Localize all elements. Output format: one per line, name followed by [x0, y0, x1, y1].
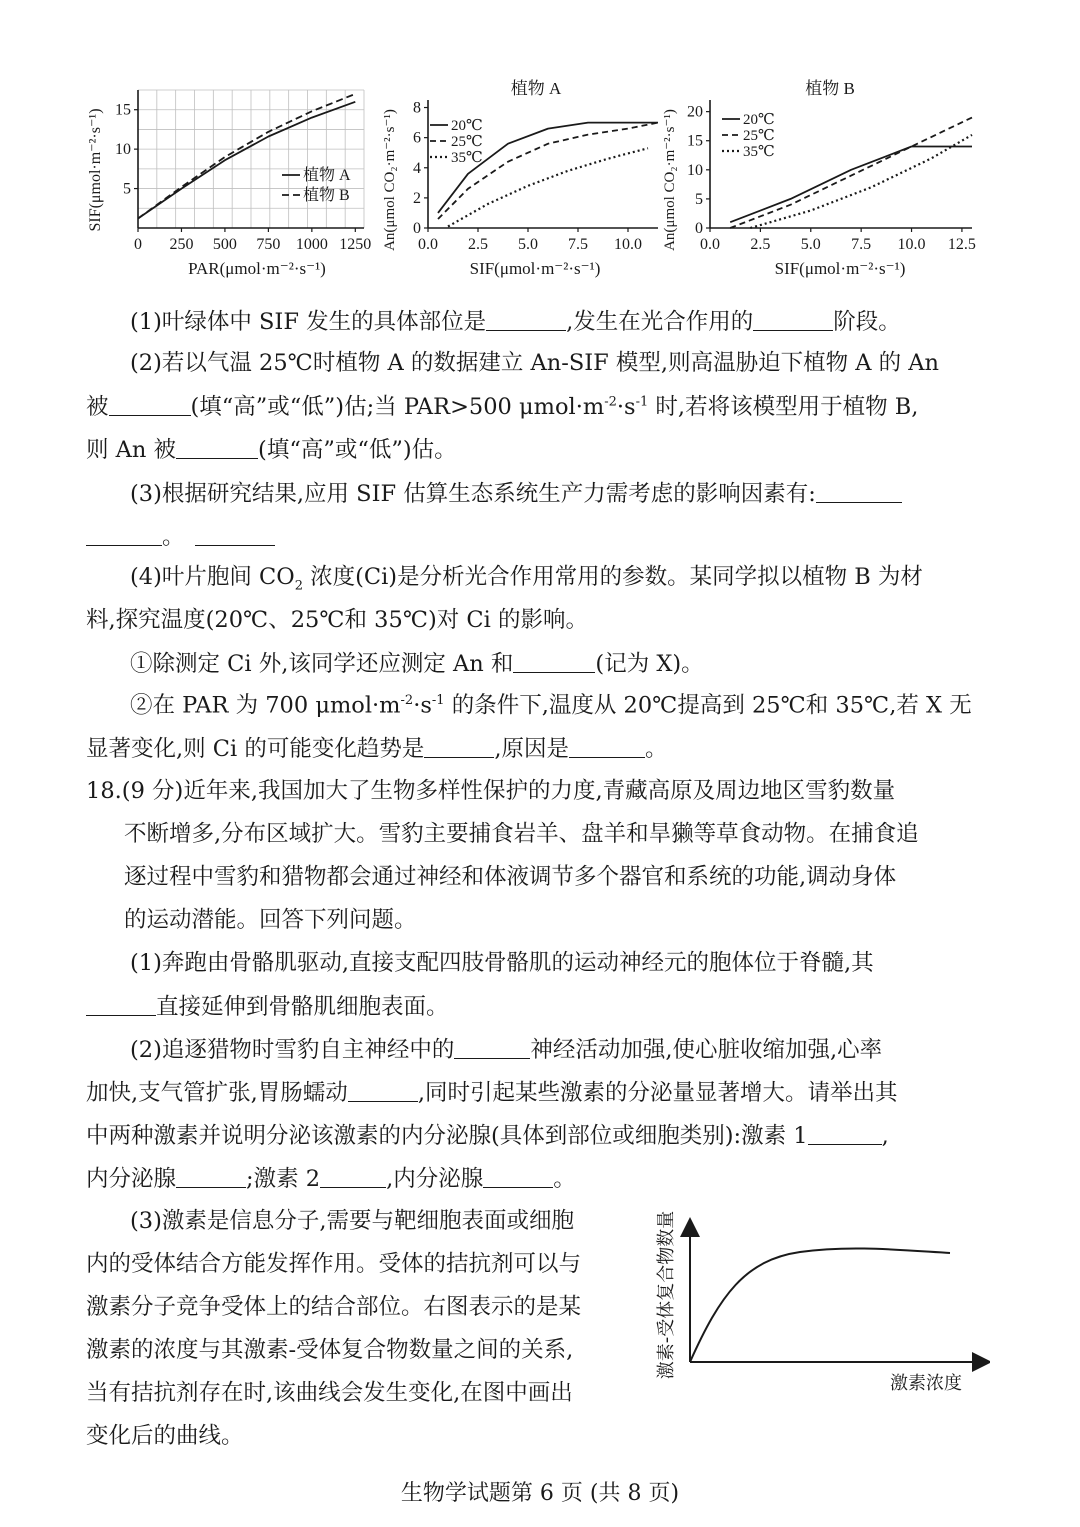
q18-part2-line1	[130, 1038, 1030, 1062]
x-tick-label: 0	[134, 236, 142, 253]
chart3-xlabel: SIF(μmol·m⁻²·s⁻¹)	[774, 259, 906, 278]
q18-stem-line2	[124, 823, 1024, 846]
answer-blank[interactable]	[195, 525, 275, 546]
q18-3-text-f: 变化后的曲线。	[86, 1423, 244, 1449]
q18-stem-text-b: 不断增多,分布区域扩大。雪豹主要捕食岩羊、盘羊和旱獭等草食动物。在捕食追	[124, 821, 919, 847]
q18-stem-text-c: 逐过程中雪豹和猎物都会通过神经和体液调节多个器官和系统的功能,调动身体	[124, 864, 897, 890]
x-tick-label: 10.0	[897, 236, 926, 253]
q17-4-text-c: 料,探究温度(20℃、25℃和 35℃)对 Ci 的影响。	[86, 607, 588, 633]
x-tick-label: 2.5	[468, 236, 488, 253]
q17-2-text-f: 则 An 被	[86, 437, 177, 463]
y-tick-label: 10	[687, 161, 703, 179]
q17-part1	[130, 310, 1030, 334]
q18-2-text-d: ,同时引起某些激素的分泌量显著增大。请举出其	[417, 1080, 898, 1106]
q17-part3-line1	[130, 482, 1030, 506]
answer-blank[interactable]	[176, 1167, 246, 1188]
y-tick-label: 2	[413, 189, 421, 207]
q17-4-2-text-a: ②在 PAR 为 700 μmol·m	[130, 692, 401, 719]
answer-blank[interactable]	[348, 1081, 418, 1102]
x-tick-label: 5.0	[800, 236, 821, 253]
chart-sif-par	[84, 70, 376, 280]
chart3-ylabel: An(μmol CO₂·m⁻²·s⁻¹)	[662, 109, 678, 251]
q18-part2-line3	[86, 1124, 986, 1148]
q18-stem-line3	[124, 866, 1024, 889]
q17-1-text-b: ,发生在光合作用的	[566, 309, 754, 335]
legend-label: 植物 B	[303, 187, 350, 204]
x-tick-label: 1250	[339, 236, 372, 253]
q18-2-text-j: 。	[553, 1166, 576, 1192]
q18-part2-line4	[86, 1167, 986, 1191]
q18-stem-line1	[86, 780, 986, 803]
q18-part1-line2	[86, 995, 986, 1019]
answer-blank[interactable]	[86, 525, 162, 546]
y-tick-label: 15	[115, 101, 131, 119]
q17-part4-line1	[130, 566, 1030, 593]
chart3-title: 植物 B	[805, 79, 855, 98]
q18-2-text-g: 内分泌腺	[86, 1166, 177, 1192]
y-tick-label: 15	[687, 132, 703, 150]
q18-2-text-h: ;激素 2	[246, 1166, 321, 1192]
series-line	[750, 135, 972, 228]
answer-blank[interactable]	[753, 310, 833, 331]
q18-3-text-c: 激素分子竞争受体上的结合部位。右图表示的是某	[86, 1294, 582, 1320]
answer-blank[interactable]	[86, 995, 156, 1016]
q18-2-text-c: 加快,支气管扩张,胃肠蠕动	[86, 1080, 348, 1106]
q17-1-text-c: 阶段。	[833, 309, 901, 335]
q18-2-text-f: ,	[881, 1123, 889, 1149]
chart-plant-b-svg	[662, 70, 992, 280]
answer-blank[interactable]	[808, 1124, 882, 1145]
chart-hormone-svg[interactable]	[650, 1205, 990, 1405]
chart2-xlabel: SIF(μmol·m⁻²·s⁻¹)	[469, 259, 601, 278]
q17-part3-line2	[86, 525, 986, 549]
legend-label: 20℃	[743, 112, 775, 128]
x-tick-label: 7.5	[568, 236, 588, 253]
x-tick-label: 750	[256, 236, 281, 253]
x-tick-label: 1000	[295, 236, 328, 253]
page-footer: 生物学试题第 6 页 (共 8 页)	[400, 1481, 680, 1506]
y-tick-label: 5	[123, 180, 131, 198]
answer-blank[interactable]	[176, 438, 258, 459]
q17-4-2-text-f: 。	[645, 736, 668, 762]
x-tick-label: 7.5	[851, 236, 872, 253]
answer-blank[interactable]	[424, 737, 494, 758]
superscript: -2	[400, 693, 414, 708]
q17-2-text-c: (填“高”或“低”)估;当 PAR>500 μmol·m	[190, 394, 605, 420]
chart1-xlabel: PAR(μmol·m⁻²·s⁻¹)	[188, 259, 326, 278]
legend-label: 35℃	[743, 144, 775, 160]
q17-4-1-text-b: (记为 X)。	[595, 651, 704, 677]
legend-label: 20℃	[451, 118, 483, 134]
chart4-ylabel: 激素-受体复合物数量	[656, 1210, 677, 1380]
question-number: 18.	[86, 778, 122, 804]
answer-blank[interactable]	[454, 1038, 530, 1059]
chart4-xlabel: 激素浓度	[890, 1373, 962, 1394]
chart-hormone-receptor[interactable]	[650, 1205, 990, 1409]
chart-plant-a-svg	[380, 70, 670, 280]
q18-3-text-d: 激素的浓度与其激素-受体复合物数量之间的关系,	[86, 1337, 574, 1363]
answer-blank[interactable]	[569, 737, 645, 758]
chart-plant-a	[380, 70, 670, 280]
y-tick-label: 0	[413, 220, 421, 237]
answer-blank[interactable]	[816, 482, 902, 503]
answer-blank[interactable]	[483, 1167, 553, 1188]
q18-1-text-a: (1)奔跑由骨骼肌驱动,直接支配四肢骨骼肌的运动神经元的胞体位于脊髓,其	[130, 950, 874, 976]
q17-1-text-a: (1)叶绿体中 SIF 发生的具体部位是	[130, 309, 487, 335]
q17-4-1-text-a: ①除测定 Ci 外,该同学还应测定 An 和	[130, 651, 514, 677]
superscript: -2	[604, 394, 617, 410]
chart-plant-b	[662, 70, 992, 280]
x-tick-label: 10.0	[614, 236, 642, 253]
y-tick-label: 10	[115, 141, 131, 159]
q17-2-text-e: 时,若将该模型用于植物 B,	[648, 394, 919, 420]
answer-blank[interactable]	[513, 652, 595, 673]
y-tick-label: 20	[687, 103, 703, 121]
x-tick-label: 500	[212, 236, 237, 253]
q18-part1-line1	[130, 952, 1030, 975]
q17-part2-line2	[86, 395, 986, 419]
q17-2-text-d: ·s	[616, 394, 636, 420]
q17-4-2-text-b: ·s	[413, 692, 432, 719]
chart2-ylabel: An(μmol CO₂·m⁻²·s⁻¹)	[382, 109, 398, 251]
q17-2-text-a: (2)若以气温 25℃时植物 A 的数据建立 An-SIF 模型,则高温胁迫下植物 A 的 An	[130, 350, 940, 376]
x-tick-label: 5.0	[518, 236, 538, 253]
legend-label: 25℃	[743, 128, 775, 144]
q17-4-2-text-d: 显著变化,则 Ci 的可能变化趋势是	[86, 736, 425, 762]
q17-part4-item2-line1	[130, 694, 1030, 717]
subscript: 2	[294, 578, 303, 594]
answer-blank[interactable]	[320, 1167, 386, 1188]
q18-2-text-b: 神经活动加强,使心脏收缩加强,心率	[530, 1037, 883, 1063]
q17-2-text-g: (填“高”或“低”)估。	[258, 437, 457, 463]
q17-3-text-a: (3)根据研究结果,应用 SIF 估算生态系统生产力需考虑的影响因素有:	[130, 481, 816, 507]
q18-2-text-a: (2)追逐猎物时雪豹自主神经中的	[130, 1037, 455, 1063]
superscript: -1	[635, 394, 649, 410]
x-tick-label: 2.5	[750, 236, 771, 253]
y-tick-label: 5	[695, 190, 703, 208]
q18-3-text-a: (3)激素是信息分子,需要与靶细胞表面或细胞	[130, 1208, 575, 1234]
q17-4-text-b: 浓度(Ci)是分析光合作用常用的参数。某同学拟以植物 B 为材	[302, 564, 923, 590]
legend-label: 35℃	[451, 150, 483, 166]
legend-label: 植物 A	[303, 167, 351, 184]
q18-3-text-b: 内的受体结合方能发挥作用。受体的拮抗剂可以与	[86, 1251, 582, 1277]
y-tick-label: 4	[413, 159, 421, 177]
x-tick-label: 250	[169, 236, 194, 253]
x-tick-label: 12.5	[947, 236, 976, 253]
q18-part2-line2	[86, 1081, 986, 1105]
x-tick-label: 0.0	[700, 236, 720, 253]
superscript: -1	[431, 693, 445, 708]
y-tick-label: 8	[413, 99, 421, 117]
q18-part3-line6	[86, 1425, 986, 1448]
q17-part4-line2	[86, 609, 986, 632]
q18-3-text-e: 当有拮抗剂存在时,该曲线会发生变化,在图中画出	[86, 1380, 573, 1406]
q17-3-text-b: 。	[162, 524, 185, 550]
q18-2-text-e: 中两种激素并说明分泌该激素的内分泌腺(具体到部位或细胞类别):激素 1	[86, 1123, 808, 1149]
q17-2-text-b: 被	[86, 394, 109, 420]
q18-2-text-i: ,内分泌腺	[386, 1166, 484, 1192]
y-tick-label: 6	[413, 129, 421, 147]
q17-4-2-text-e: ,原因是	[494, 736, 570, 762]
legend-label: 25℃	[451, 134, 483, 150]
q18-stem-text-d: 的运动潜能。回答下列问题。	[124, 907, 417, 933]
q17-4-2-text-c: 的条件下,温度从 20℃提高到 25℃和 35℃,若 X 无	[444, 692, 972, 719]
x-tick-label: 0.0	[418, 236, 438, 253]
q17-4-text-a: (4)叶片胞间 CO	[130, 564, 295, 590]
q18-stem-line4	[124, 909, 1024, 932]
y-tick-label: 0	[695, 220, 703, 237]
q17-part2-line1	[130, 352, 1030, 375]
chart2-title: 植物 A	[510, 79, 562, 98]
chart1-ylabel: SIF(μmol·m⁻²·s⁻¹)	[87, 108, 104, 232]
q17-part4-item2-line2	[86, 737, 986, 761]
answer-blank[interactable]	[486, 310, 566, 331]
q18-stem-text-a: (9 分)近年来,我国加大了生物多样性保护的力度,青藏高原及周边地区雪豹数量	[121, 778, 896, 804]
chart-sif-par-svg	[84, 70, 376, 280]
saturation-curve	[690, 1248, 950, 1362]
q17-part4-item1	[130, 652, 1030, 676]
answer-blank[interactable]	[109, 395, 191, 416]
q17-part2-line3	[86, 438, 986, 462]
q18-1-text-b: 直接延伸到骨骼肌细胞表面。	[156, 994, 449, 1020]
